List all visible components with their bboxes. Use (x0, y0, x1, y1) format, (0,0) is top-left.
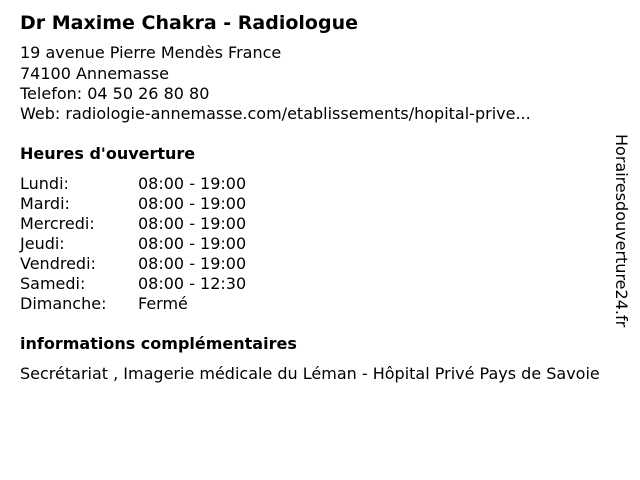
website-link[interactable]: Web: radiologie-annemasse.com/etablissements/hopital-prive... (20, 104, 531, 123)
hours-row-tuesday (20, 194, 320, 214)
hours-row-wednesday (20, 214, 320, 234)
time-value: 08:00 - 19:00 (138, 234, 247, 253)
day-label: Jeudi: (20, 234, 65, 253)
time-value: Fermé (138, 294, 188, 313)
hours-row-thursday (20, 234, 320, 254)
page-title: Dr Maxime Chakra - Radiologue (20, 12, 358, 34)
address-city: 74100 Annemasse (20, 64, 169, 83)
address-street: 19 avenue Pierre Mendès France (20, 43, 282, 62)
day-label: Mercredi: (20, 214, 95, 233)
phone-number: Telefon: 04 50 26 80 80 (20, 84, 210, 103)
day-label: Samedi: (20, 274, 86, 293)
additional-info-text: Secrétariat , Imagerie médicale du Léman - Hôpital Privé Pays de Savoie (20, 364, 600, 383)
day-label: Dimanche: (20, 294, 107, 313)
time-value: 08:00 - 19:00 (138, 194, 247, 213)
hours-row-sunday (20, 294, 320, 314)
additional-info-heading: informations complémentaires (20, 334, 297, 353)
time-value: 08:00 - 19:00 (138, 174, 247, 193)
opening-hours-heading: Heures d'ouverture (20, 144, 196, 163)
hours-row-saturday (20, 274, 320, 294)
day-label: Mardi: (20, 194, 70, 213)
day-label: Lundi: (20, 174, 69, 193)
time-value: 08:00 - 19:00 (138, 254, 247, 273)
hours-row-monday (20, 174, 320, 194)
site-watermark: Horairesdouverture24.fr (612, 134, 631, 328)
time-value: 08:00 - 19:00 (138, 214, 247, 233)
day-label: Vendredi: (20, 254, 96, 273)
time-value: 08:00 - 12:30 (138, 274, 247, 293)
hours-row-friday (20, 254, 320, 274)
